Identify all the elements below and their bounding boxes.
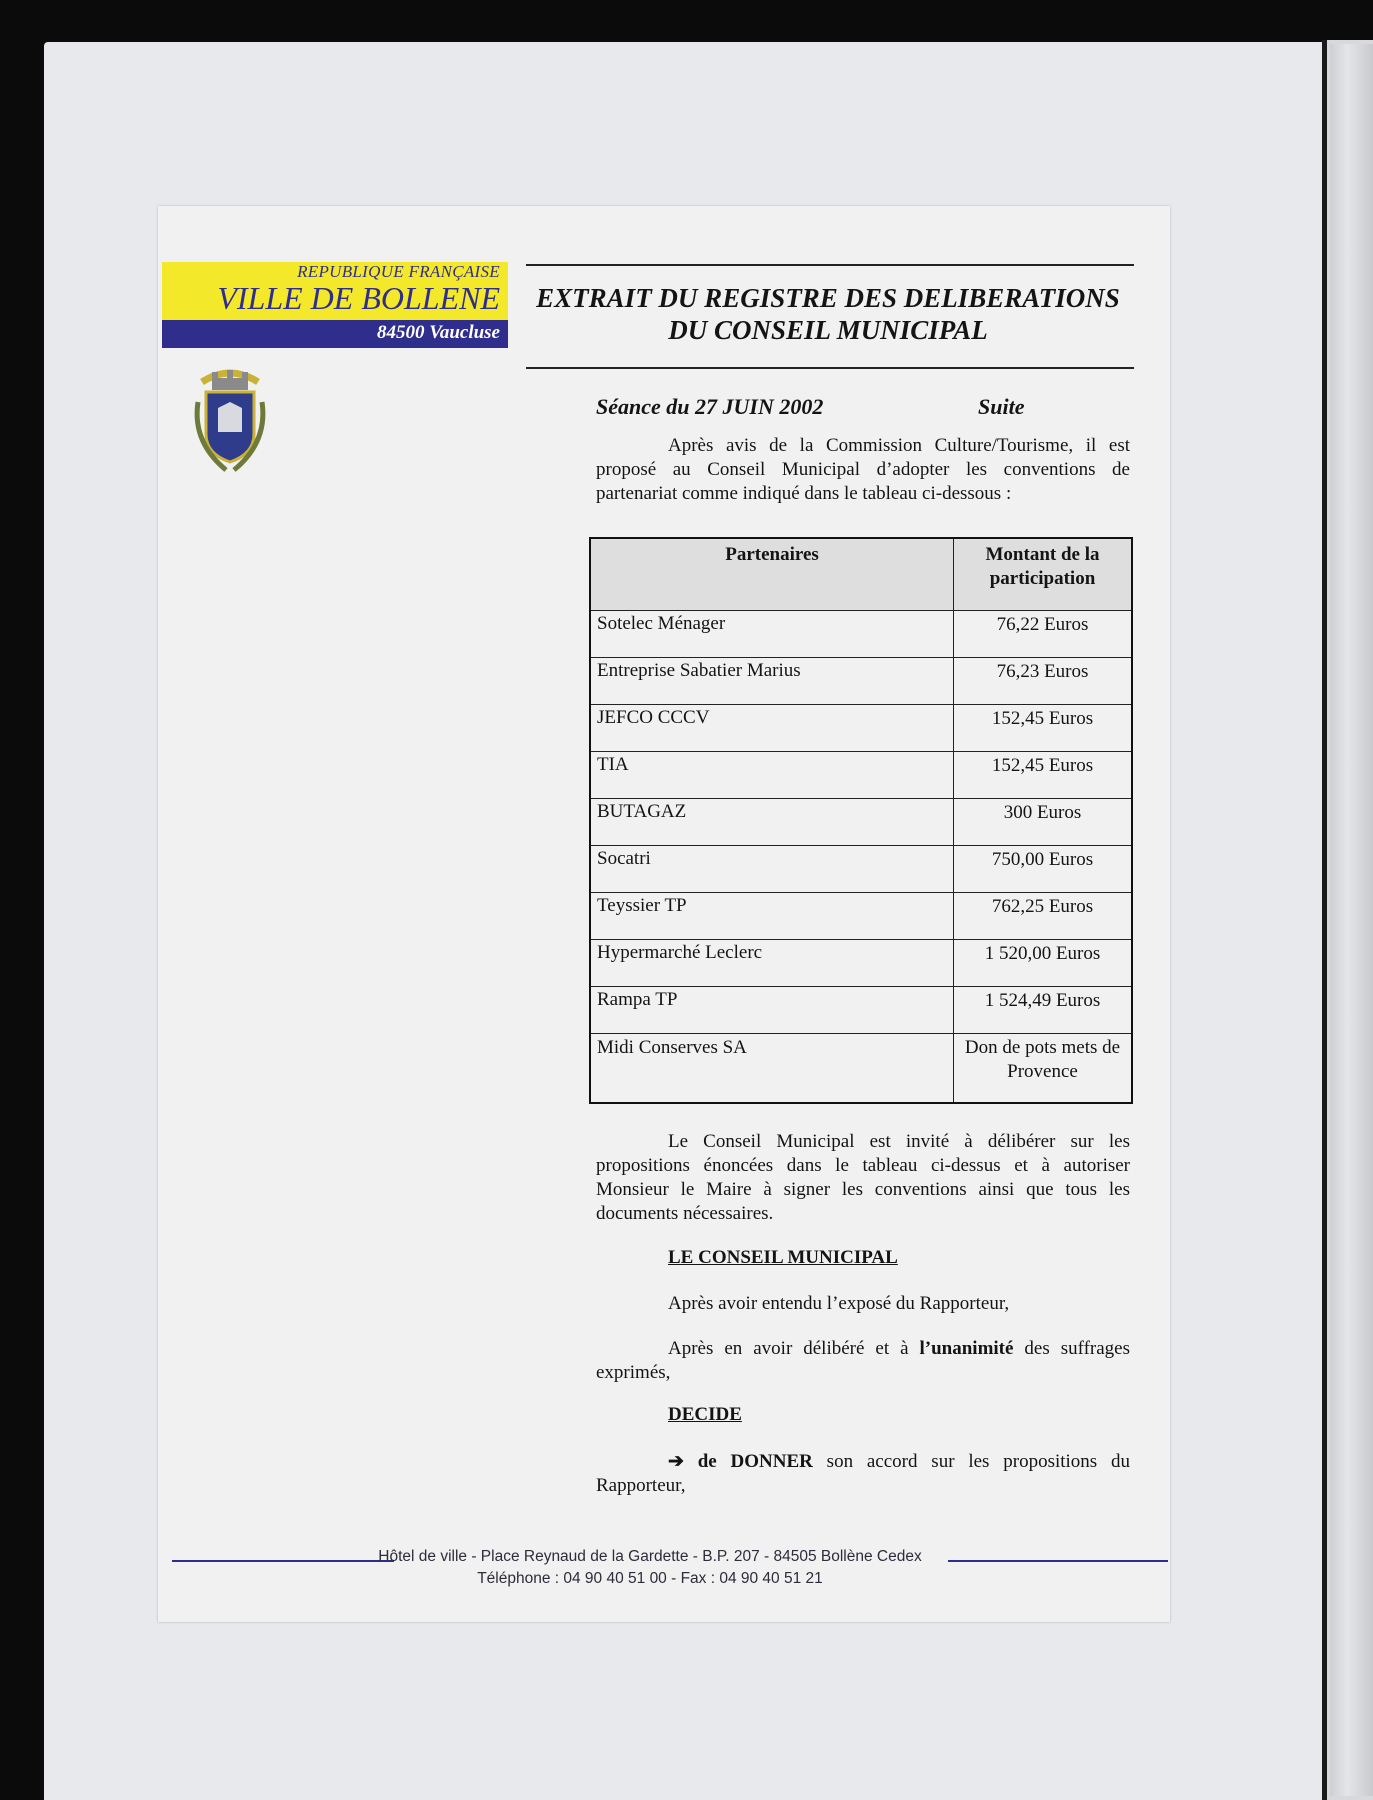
table-row <box>590 987 1132 1034</box>
partner-name: Teyssier TP <box>590 893 954 940</box>
partner-amount: 750,00 Euros <box>954 846 1133 893</box>
title-rule-bottom <box>526 367 1134 369</box>
decide-heading: DECIDE <box>668 1404 742 1425</box>
seance-date: Séance du 27 JUIN 2002 <box>596 394 824 419</box>
table-row <box>590 799 1132 846</box>
donner-bold: de DONNER <box>697 1451 813 1472</box>
table-row <box>590 705 1132 752</box>
donner-paragraph <box>596 1450 1130 1498</box>
table-row <box>590 752 1132 799</box>
partners-table <box>589 537 1133 1104</box>
suite-label: Suite <box>978 394 1025 419</box>
table-row <box>590 1034 1132 1104</box>
coat-of-arms-icon <box>190 362 270 480</box>
table-header-row <box>590 538 1132 611</box>
table-row <box>590 846 1132 893</box>
delibere-paragraph <box>596 1337 1130 1385</box>
delibere-pre: Après en avoir délibéré et à <box>668 1338 920 1359</box>
document-title <box>528 282 1128 346</box>
partner-name: Socatri <box>590 846 954 893</box>
donner-post: son accord sur les propositions du Rapporteur, <box>596 1451 1130 1496</box>
partner-name: BUTAGAZ <box>590 799 954 846</box>
partner-amount: 1 520,00 Euros <box>954 940 1133 987</box>
partner-name: Sotelec Ménager <box>590 611 954 658</box>
partner-name: JEFCO CCCV <box>590 705 954 752</box>
footer-phone: Téléphone : 04 90 40 51 00 - Fax : 04 90 40 51 21 <box>477 1570 823 1587</box>
partner-amount: 300 Euros <box>954 799 1133 846</box>
partner-amount: Don de pots mets de Provence <box>954 1034 1133 1104</box>
header-montant: Montant de la participation <box>954 538 1133 611</box>
footer-address: Hôtel de ville - Place Reynaud de la Gardette - B.P. 207 - 84505 Bollène Cedex <box>378 1548 922 1565</box>
partner-amount: 152,45 Euros <box>954 705 1133 752</box>
header-partenaires: Partenaires <box>590 538 954 611</box>
partner-amount: 1 524,49 Euros <box>954 987 1133 1034</box>
conseil-heading: LE CONSEIL MUNICIPAL <box>668 1247 898 1268</box>
arrow-right-icon: ➔ <box>668 1451 684 1472</box>
table-row <box>590 611 1132 658</box>
unanimite-bold: l’unanimité <box>919 1338 1014 1359</box>
partner-name: TIA <box>590 752 954 799</box>
partner-name: Hypermarché Leclerc <box>590 940 954 987</box>
table-row <box>590 940 1132 987</box>
title-line-2: DU CONSEIL MUNICIPAL <box>668 315 988 345</box>
letterhead-departement: 84500 Vaucluse <box>377 322 500 343</box>
partner-amount: 152,45 Euros <box>954 752 1133 799</box>
table-row <box>590 893 1132 940</box>
partner-name: Rampa TP <box>590 987 954 1034</box>
partner-amount: 762,25 Euros <box>954 893 1133 940</box>
intro-paragraph: Après avis de la Commission Culture/Tourisme, il est proposé au Conseil Municipal d’adopter les conventions de partenariat comme indiqué dans le tableau ci-dessous : <box>596 435 1130 504</box>
binder-spine-edge <box>1330 44 1373 1796</box>
partner-amount: 76,23 Euros <box>954 658 1133 705</box>
entendu-paragraph: Après avoir entendu l’exposé du Rapporteur, <box>668 1293 1010 1314</box>
invite-paragraph: Le Conseil Municipal est invité à délibérer sur les propositions énoncées dans le tableau ci-dessus et à autoriser Monsieur le Maire à signer les conventions ainsi que tous les documents nécessaires. <box>596 1131 1130 1224</box>
letterhead-republique: REPUBLIQUE FRANÇAISE <box>297 262 500 281</box>
partner-amount: 76,22 Euros <box>954 611 1133 658</box>
partner-name: Entreprise Sabatier Marius <box>590 658 954 705</box>
letterhead-ville: VILLE DE BOLLENE <box>217 280 500 316</box>
partner-name: Midi Conserves SA <box>590 1034 954 1104</box>
footer-rule-right <box>948 1560 1168 1562</box>
title-rule-top <box>526 264 1134 266</box>
delibere-post: des suffrages exprimés, <box>596 1338 1130 1383</box>
table-row <box>590 658 1132 705</box>
title-line-1: EXTRAIT DU REGISTRE DES DELIBERATIONS <box>536 283 1120 313</box>
